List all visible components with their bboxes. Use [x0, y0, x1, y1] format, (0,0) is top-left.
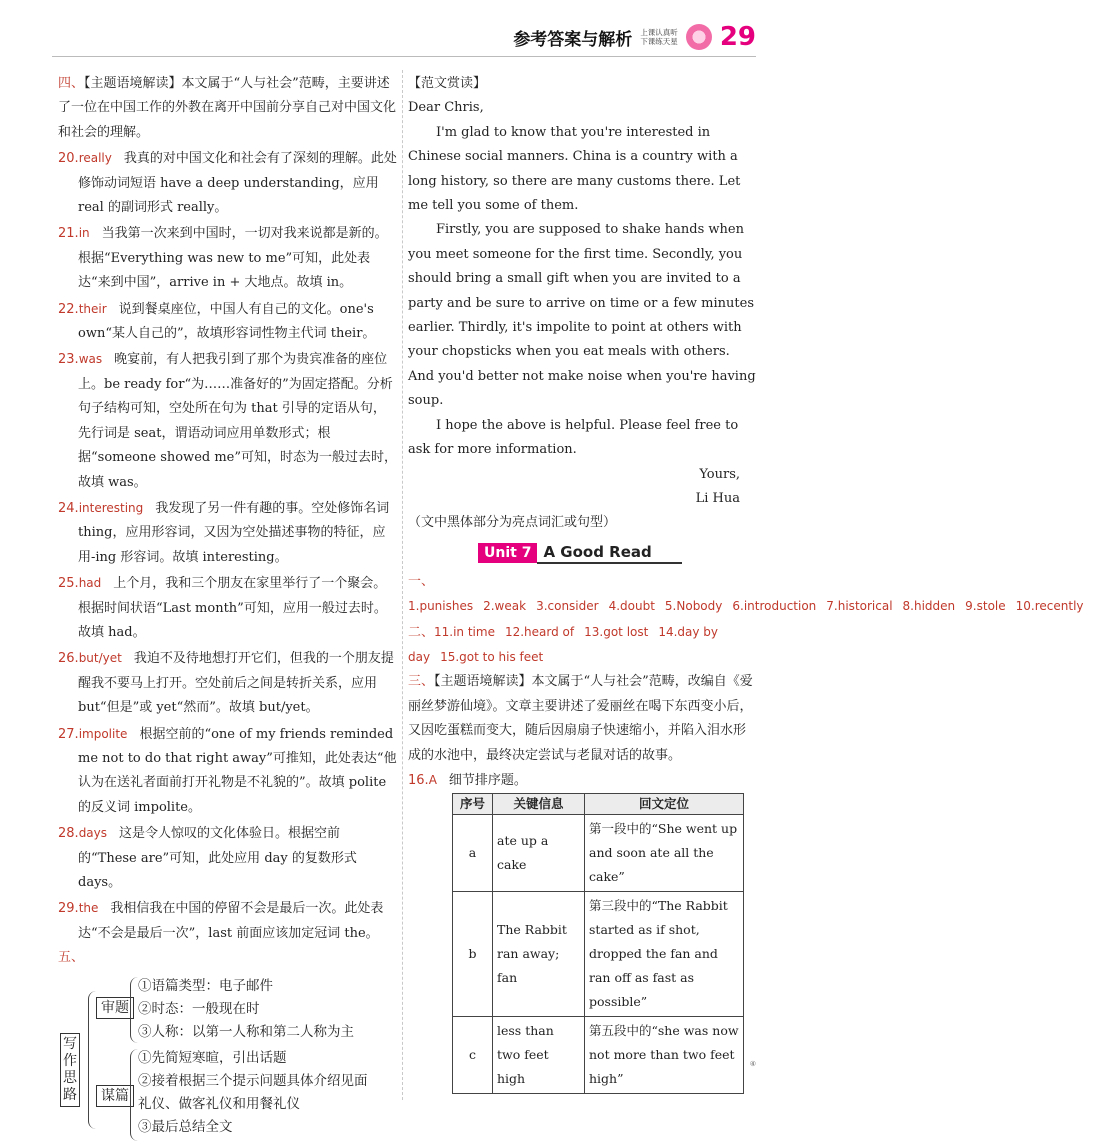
item-answer: but/yet — [78, 651, 122, 666]
page-number: 29 — [719, 22, 756, 52]
table-cell: b — [453, 892, 493, 1017]
corner-mark: ④ — [749, 1060, 756, 1068]
section-3-intro: 三、【主题语境解读】本文属于“人与社会”范畴，改编自《爱丽丝梦游仙境》。文章主要讲述了爱丽丝在喝下东西变小后，又因吃蛋糕而变大，随后因扇扇子快速缩小，并陷入泪水形成的水池中，最终决定尝试与老鼠对话的故事。 — [408, 674, 753, 763]
item-number: 25. — [58, 576, 79, 592]
mindmap-b2-item: ①先简短寒暄，引出话题 — [138, 1049, 287, 1066]
locate-table — [452, 793, 744, 1094]
table-header-row — [453, 794, 744, 815]
intro-text: 【主题语境解读】本文属于“人与社会”范畴，主要讲述了一位在中国工作的外教在离开中国前分享自己对中国文化和社会的理解。 — [58, 76, 397, 140]
item-number: 29. — [58, 901, 79, 917]
item-answer: the — [78, 901, 99, 916]
answer-list — [58, 146, 398, 946]
letter-closing: Yours, — [699, 466, 740, 482]
item-number: 20. — [58, 151, 79, 167]
answer-word: 15.got to his feet — [440, 649, 544, 664]
answer-word: 10.recently — [1015, 599, 1084, 614]
answer-word: 2.weak — [483, 599, 527, 614]
item-number: 23. — [58, 352, 79, 368]
answer-word: 1.punishes — [408, 599, 474, 614]
answer-word: 11.in time — [434, 624, 495, 639]
table-cell: c — [453, 1017, 493, 1094]
right-column — [408, 72, 1084, 1094]
table-cell: 第三段中的“The Rabbit started as if shot, dropped the fan and ran off as fast as possible” — [585, 892, 744, 1017]
answer-item — [58, 646, 398, 720]
table-row — [453, 892, 744, 1017]
answer-word: 12.heard of — [504, 624, 575, 639]
mindmap-b2-item: 礼仪、做客礼仪和用餐礼仪 — [138, 1095, 300, 1112]
unit-title: A Good Read — [537, 542, 681, 564]
table-cell: The Rabbit ran away; fan — [493, 892, 585, 1017]
item-answer: interesting — [78, 500, 144, 515]
answer-word: 13.got lost — [584, 624, 649, 639]
item-explanation: 我迫不及待地想打开它们，但我的一个朋友提醒我不要马上打开。空处前后之间是转折关系，应用 but“但是”或 yet“然而”。故填 but/yet。 — [78, 651, 394, 716]
mindmap-branch-review: 审题 — [96, 997, 134, 1019]
model-essay-title: 【范文赏读】 — [408, 76, 487, 91]
answer-item — [58, 347, 398, 494]
answer-word: 5.Nobody — [664, 599, 723, 614]
answer-item — [58, 297, 398, 347]
item-number: 21. — [58, 226, 79, 242]
item-answer: really — [78, 151, 112, 166]
mindmap-root: 写作思路 — [60, 1033, 80, 1107]
section-5-label: 五、 — [58, 950, 85, 966]
header-rule — [52, 56, 756, 57]
answer-word: 3.consider — [536, 599, 599, 614]
table-cell: less than two feet high — [493, 1017, 585, 1094]
item-explanation: 根据空前的“one of my friends reminded me not to do that right away”可推知，此处表达“他认为在送礼者面前打开礼物是不礼貌的”。故填 polite 的反义词 impolite。 — [78, 726, 397, 815]
item-explanation: 这是令人惊叹的文化体验日。根据空前的“These are”可知，此处应用 day 的复数形式 days。 — [78, 826, 357, 890]
mindmap-b1-item: ③人称：以第一人称和第二人称为主 — [138, 1023, 354, 1040]
item-explanation: 当我第一次来到中国时，一切对我来说都是新的。根据“Everything was new to me”可知，此处表达“来到中国”，arrive in + 大地点。故填 in。 — [78, 226, 388, 291]
answer-word: 7.historical — [826, 599, 893, 614]
branch1-brace — [130, 977, 138, 1043]
mindmap-b1-item: ①语篇类型：电子邮件 — [138, 977, 273, 994]
table-row — [453, 815, 744, 892]
left-column — [58, 72, 398, 1145]
item-answer: their — [78, 301, 107, 316]
answer-item — [58, 221, 398, 295]
item-answer: impolite — [78, 726, 128, 741]
item-number: 26. — [58, 651, 79, 667]
page-header — [513, 22, 756, 52]
item-answer: had — [78, 576, 102, 591]
answer-item — [58, 722, 398, 821]
section-4-intro: 四、【主题语境解读】本文属于“人与社会”范畴，主要讲述了一位在中国工作的外教在离开中国前分享自己对中国文化和社会的理解。 — [58, 76, 397, 140]
table-cell: 第一段中的“She went up and soon ate all the cake” — [585, 815, 744, 892]
mindmap-b2-item: ③最后总结全文 — [138, 1118, 233, 1135]
unit-tag: Unit 7 — [478, 543, 537, 563]
answer-item — [58, 496, 398, 570]
item-number: 22. — [58, 301, 79, 317]
item-explanation: 我真的对中国文化和社会有了深刻的理解。此处修饰动词短语 have a deep understanding，应用 real 的副词形式 really。 — [78, 151, 397, 216]
answer-word: 9.stole — [965, 599, 1006, 614]
answer-item — [58, 146, 398, 220]
item-explanation: 我相信我在中国的停留不会是最后一次。此处表达“不会是最后一次”，last 前面应该加定冠词 the。 — [78, 901, 384, 941]
answer-word: 14.day by day — [408, 624, 719, 664]
column-divider — [402, 70, 403, 1100]
item-explanation: 晚宴前，有人把我引到了那个为贵宾准备的座位上。be ready for“为……准备好的”为固定搭配。分析句子结构可知，空处所在句为 that 引导的定语从句，先行词是 seat，谓语动词应用单数形式；根据“someone showed me”可知，时态为一般过去时，故填 was。 — [78, 352, 398, 490]
header-slogan: 上课认真听 下课练天星 — [640, 28, 678, 46]
section-1-answers: 一、1.punishes 2.weak 3.consider 4.doubt 5.Nobody 6.introduction 7.historical 8.hidden 9.stole 10.recently — [408, 573, 1084, 614]
model-letter — [408, 96, 758, 511]
item-explanation: 上个月，我和三个朋友在家里举行了一个聚会。根据时间状语“Last month”可知，应用一般过去时。故填 had。 — [78, 576, 387, 640]
item-answer: days — [78, 826, 108, 841]
col-header: 回文定位 — [585, 794, 744, 815]
answer-item — [58, 896, 398, 946]
letter-paragraph-1: I'm glad to know that you're interested in Chinese social manners. China is a country with a long history, so there are many customs there. Let me tell you some of them. — [408, 124, 741, 214]
flower-logo-icon — [686, 24, 712, 50]
letter-signature: Li Hua — [695, 490, 740, 506]
section-2-answers: 二、11.in time 12.heard of 13.got lost 14.day by day 15.got to his feet — [408, 624, 719, 664]
letter-paragraph-3: I hope the above is helpful. Please feel free to ask for more information. — [408, 417, 739, 458]
answer-word: 6.introduction — [732, 599, 817, 614]
highlight-note: （文中黑体部分为亮点词汇或句型） — [408, 515, 617, 531]
item-number: 28. — [58, 826, 79, 842]
mindmap-b1-item: ②时态：一般现在时 — [138, 1000, 260, 1017]
table-cell: 第五段中的“she was now not more than two feet high” — [585, 1017, 744, 1094]
header-title: 参考答案与解析 — [513, 29, 633, 50]
mindmap-b2-item: ②接着根据三个提示问题具体介绍见面 — [138, 1072, 368, 1089]
item-number: 27. — [58, 726, 79, 742]
item-number: 24. — [58, 500, 79, 516]
table-cell: ate up a cake — [493, 815, 585, 892]
answer-word: 8.hidden — [902, 599, 956, 614]
unit-heading — [478, 542, 758, 564]
writing-mindmap — [58, 975, 398, 1145]
branch2-brace — [130, 1049, 138, 1141]
table-cell: a — [453, 815, 493, 892]
answer-word: 4.doubt — [608, 599, 655, 614]
item-explanation: 说到餐桌座位，中国人有自己的文化。one's own“某人自己的”，故填形容词性物主代词 their。 — [78, 301, 376, 342]
answer-item — [58, 821, 398, 895]
item-answer: was — [78, 352, 103, 367]
col-header: 关键信息 — [493, 794, 585, 815]
table-body — [453, 815, 744, 1094]
question-16: 16.A 细节排序题。 — [408, 772, 527, 788]
letter-salutation: Dear Chris, — [408, 100, 484, 116]
table-row — [453, 1017, 744, 1094]
mindmap-branch-structure: 谋篇 — [96, 1085, 134, 1107]
item-answer: in — [78, 226, 90, 241]
item-explanation: 我发现了另一件有趣的事。空处修饰名词 thing，应用形容词，又因为空处描述事物的特征，应用-ing 形容词。故填 interesting。 — [78, 500, 390, 565]
letter-paragraph-2: Firstly, you are supposed to shake hands when you meet someone for the first time. Secondly, you should bring a small gift when you are invited to a party and be sure to arrive on time or a few minutes earlier. Thirdly, it's impolite to point at others with your chopsticks when you eat meals with others. And you'd better not make noise when you're having soup. — [408, 222, 756, 409]
answer-item — [58, 571, 398, 645]
col-header: 序号 — [453, 794, 493, 815]
